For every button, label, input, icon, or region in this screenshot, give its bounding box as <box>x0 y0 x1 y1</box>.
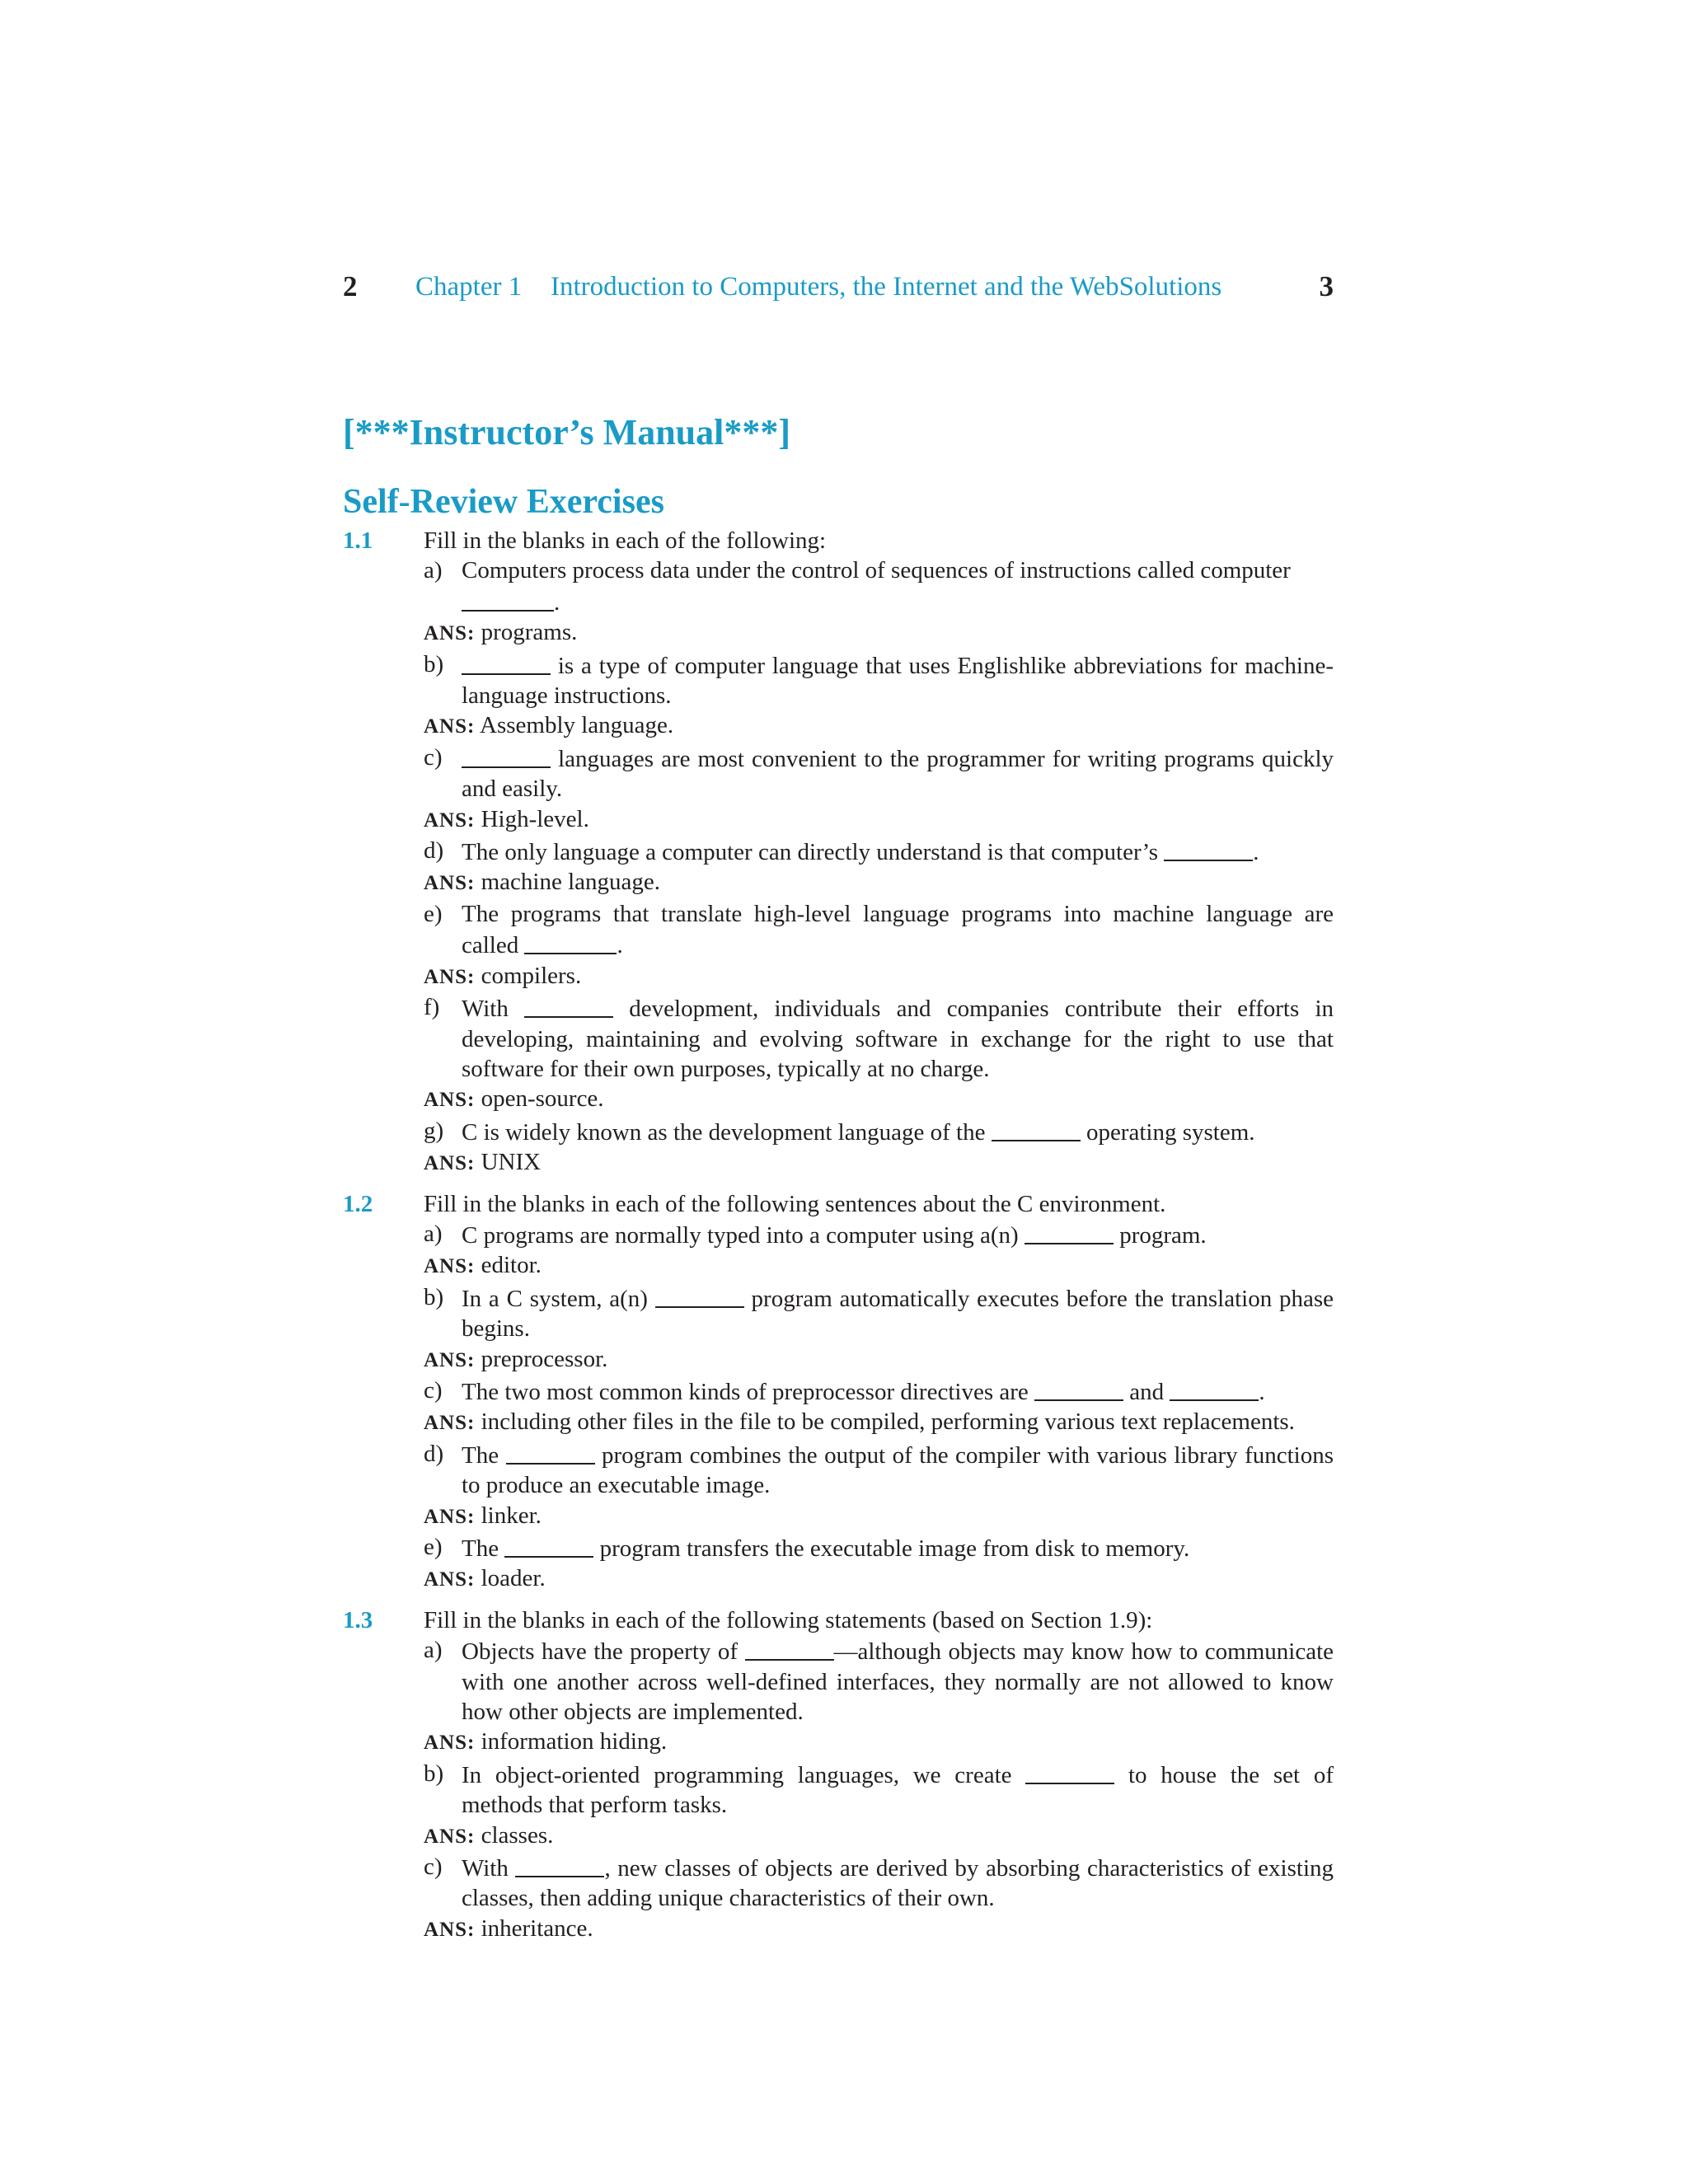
question-text-pre: With <box>462 996 509 1023</box>
exercise-number: 1.1 <box>343 527 373 554</box>
question-letter: e) <box>424 900 443 927</box>
question-text-pre: The programs that translate high-level language programs into machine language are called <box>462 900 1334 959</box>
question-text-pre: The two most common kinds of preprocessor directives are <box>462 1378 1029 1405</box>
question-item <box>343 899 1334 961</box>
answer-label: ANS: <box>424 872 476 895</box>
question-text-pre: The only language a computer can directly understand is that computer’s <box>462 839 1159 866</box>
answer-label: ANS: <box>424 1918 476 1941</box>
question-item <box>343 1759 1334 1821</box>
question-text-pre: With <box>462 1855 509 1882</box>
answer-text: programs. <box>481 619 578 646</box>
question-text-post: . <box>1259 1378 1265 1405</box>
question-item <box>343 1376 1334 1407</box>
fill-blank <box>745 1635 834 1661</box>
question-item <box>343 1282 1334 1344</box>
answer-line <box>343 867 1334 898</box>
answer-line <box>343 710 1334 742</box>
question-letter: c) <box>424 743 443 771</box>
exercise-intro-text: Fill in the blanks in each of the following: <box>424 527 827 554</box>
fill-blank <box>462 586 554 612</box>
answer-text: preprocessor. <box>481 1345 608 1372</box>
question-item <box>343 1116 1334 1147</box>
exercise-1-3 <box>343 1605 1334 1945</box>
fill-blank <box>655 1282 744 1308</box>
answer-label: ANS: <box>424 808 476 832</box>
question-text-post: . <box>1253 839 1259 866</box>
fill-blank <box>524 992 613 1018</box>
fill-blank <box>1170 1376 1259 1401</box>
question-item <box>343 1439 1334 1501</box>
question-text-pre: In object-oriented programming languages, we create <box>462 1761 1012 1788</box>
answer-line <box>343 961 1334 992</box>
answer-label: ANS: <box>424 1568 476 1591</box>
question-letter: c) <box>424 1376 443 1404</box>
answer-text: loader. <box>481 1565 546 1592</box>
chapter-label: Chapter 1 <box>415 272 523 302</box>
answer-label: ANS: <box>424 1412 476 1435</box>
answer-line <box>343 1250 1334 1282</box>
exercise-intro-text: Fill in the blanks in each of the following sentences about the C environment. <box>424 1190 1166 1217</box>
exercise-intro <box>343 1605 1334 1635</box>
answer-text: High-level. <box>481 805 589 832</box>
question-item <box>343 836 1334 867</box>
answer-line <box>343 1727 1334 1758</box>
question-letter: f) <box>424 994 440 1021</box>
question-item <box>343 1635 1334 1727</box>
question-text-post: program combines the output of the compiler with various library functions to produce an executable image. <box>462 1441 1334 1499</box>
answer-line <box>343 1821 1334 1852</box>
page-content <box>343 408 1334 1945</box>
answer-text: linker. <box>481 1502 542 1529</box>
question-letter: b) <box>424 1283 444 1310</box>
answer-line <box>343 1084 1334 1115</box>
question-letter: d) <box>424 837 444 865</box>
answer-label: ANS: <box>424 1505 476 1528</box>
question-text-pre: The <box>462 1441 499 1469</box>
section-title: Self-Review Exercises <box>343 483 664 521</box>
answer-text: open-source. <box>481 1085 604 1113</box>
answer-label: ANS: <box>424 965 476 988</box>
question-item <box>343 1532 1334 1563</box>
exercise-intro-text: Fill in the blanks in each of the following statements (based on Section 1.9): <box>424 1606 1153 1633</box>
answer-label: ANS: <box>424 622 476 645</box>
question-text-post: is a type of computer language that uses Englishlike abbreviations for machine-language instructions. <box>462 652 1334 710</box>
question-text-post: program automatically executes before the translation phase begins. <box>462 1285 1334 1343</box>
answer-text: compilers. <box>481 962 582 989</box>
answer-label: ANS: <box>424 1825 476 1848</box>
answer-text: UNIX <box>481 1149 542 1176</box>
question-letter: a) <box>424 557 443 584</box>
manual-title: [***Instructor’s Manual***] <box>343 412 791 452</box>
answer-label: ANS: <box>424 715 476 738</box>
answer-line <box>343 1147 1334 1179</box>
answer-line <box>343 1914 1334 1945</box>
answer-line <box>343 1344 1334 1376</box>
fill-blank <box>992 1116 1081 1141</box>
answer-text: machine language. <box>481 869 660 896</box>
fill-blank <box>462 649 551 675</box>
fill-blank <box>504 1532 593 1558</box>
question-letter: a) <box>424 1637 443 1664</box>
question-letter: a) <box>424 1220 443 1247</box>
fill-blank <box>1025 1219 1114 1244</box>
question-letter: d) <box>424 1440 444 1467</box>
question-item <box>343 1852 1334 1914</box>
fill-blank <box>1025 1759 1114 1784</box>
answer-text: information hiding. <box>481 1728 668 1755</box>
exercise-intro <box>343 526 1334 555</box>
question-text-pre: Computers process data under the control of sequences of instructions called computer <box>462 557 1291 584</box>
answer-line <box>343 1501 1334 1532</box>
question-item <box>343 1219 1334 1250</box>
fill-blank <box>1164 836 1253 861</box>
question-text-post: . <box>554 588 560 616</box>
running-header <box>343 264 1334 310</box>
question-text-post: to house the set of methods that perform tasks. <box>462 1761 1334 1819</box>
fill-blank <box>506 1439 595 1465</box>
exercise-1-1 <box>343 526 1334 1179</box>
question-text-mid: and <box>1129 1378 1165 1405</box>
question-item <box>343 743 1334 804</box>
question-text-post: . <box>617 932 623 959</box>
exercise-number: 1.2 <box>343 1190 373 1217</box>
exercise-1-2 <box>343 1189 1334 1596</box>
question-text-pre: Objects have the property of <box>462 1638 738 1666</box>
question-letter: c) <box>424 1854 443 1881</box>
question-letter: e) <box>424 1534 443 1560</box>
question-text-pre: C programs are normally typed into a computer using a(n) <box>462 1221 1019 1249</box>
answer-line <box>343 1407 1334 1438</box>
page-number-left: 2 <box>343 270 358 302</box>
exercise-intro <box>343 1189 1334 1219</box>
question-text-pre: In a C system, a(n) <box>462 1285 648 1312</box>
question-item <box>343 649 1334 711</box>
question-text-pre: C is widely known as the development language of the <box>462 1118 986 1146</box>
fill-blank <box>1034 1376 1123 1401</box>
chapter-title: Introduction to Computers, the Internet and the WebSolutions <box>551 272 1222 302</box>
answer-label: ANS: <box>424 1255 476 1278</box>
exercise-number: 1.3 <box>343 1606 373 1633</box>
page-number-right: 3 <box>1319 270 1334 302</box>
question-text-post: , new classes of objects are derived by absorbing characteristics of existing classes, then adding unique characteristics of their own. <box>462 1855 1334 1912</box>
answer-text: editor. <box>481 1252 542 1279</box>
question-text-post: development, individuals and companies contribute their efforts in developing, maintaining and evolving software in exchange for the right to use that software for their own purposes, typically at no charge. <box>462 996 1334 1082</box>
fill-blank <box>524 929 617 954</box>
answer-line <box>343 1563 1334 1595</box>
question-letter: g) <box>424 1117 444 1144</box>
answer-text: including other files in the file to be compiled, performing various text replacements. <box>481 1408 1295 1436</box>
answer-label: ANS: <box>424 1348 476 1371</box>
answer-label: ANS: <box>424 1089 476 1112</box>
answer-text: classes. <box>481 1821 554 1849</box>
question-item <box>343 555 1334 617</box>
answer-text: inheritance. <box>481 1915 593 1942</box>
question-text-post: languages are most convenient to the programmer for writing programs quickly and easily. <box>462 745 1334 803</box>
question-text-post: program. <box>1119 1221 1207 1249</box>
question-text-post: —although objects may know how to communicate with one another across well-defined interfaces, they normally are not allowed to know how other objects are implemented. <box>462 1638 1334 1726</box>
answer-label: ANS: <box>424 1152 476 1175</box>
question-item <box>343 992 1334 1084</box>
answer-line <box>343 617 1334 649</box>
question-letter: b) <box>424 1760 444 1787</box>
answer-text: Assembly language. <box>480 712 674 739</box>
question-letter: b) <box>424 650 444 677</box>
question-text-pre: The <box>462 1535 499 1562</box>
answer-label: ANS: <box>424 1732 476 1755</box>
question-text-post: operating system. <box>1085 1118 1255 1146</box>
answer-line <box>343 804 1334 836</box>
fill-blank <box>515 1852 604 1877</box>
question-text-post: program transfers the executable image from disk to memory. <box>599 1535 1190 1562</box>
fill-blank <box>462 743 551 768</box>
